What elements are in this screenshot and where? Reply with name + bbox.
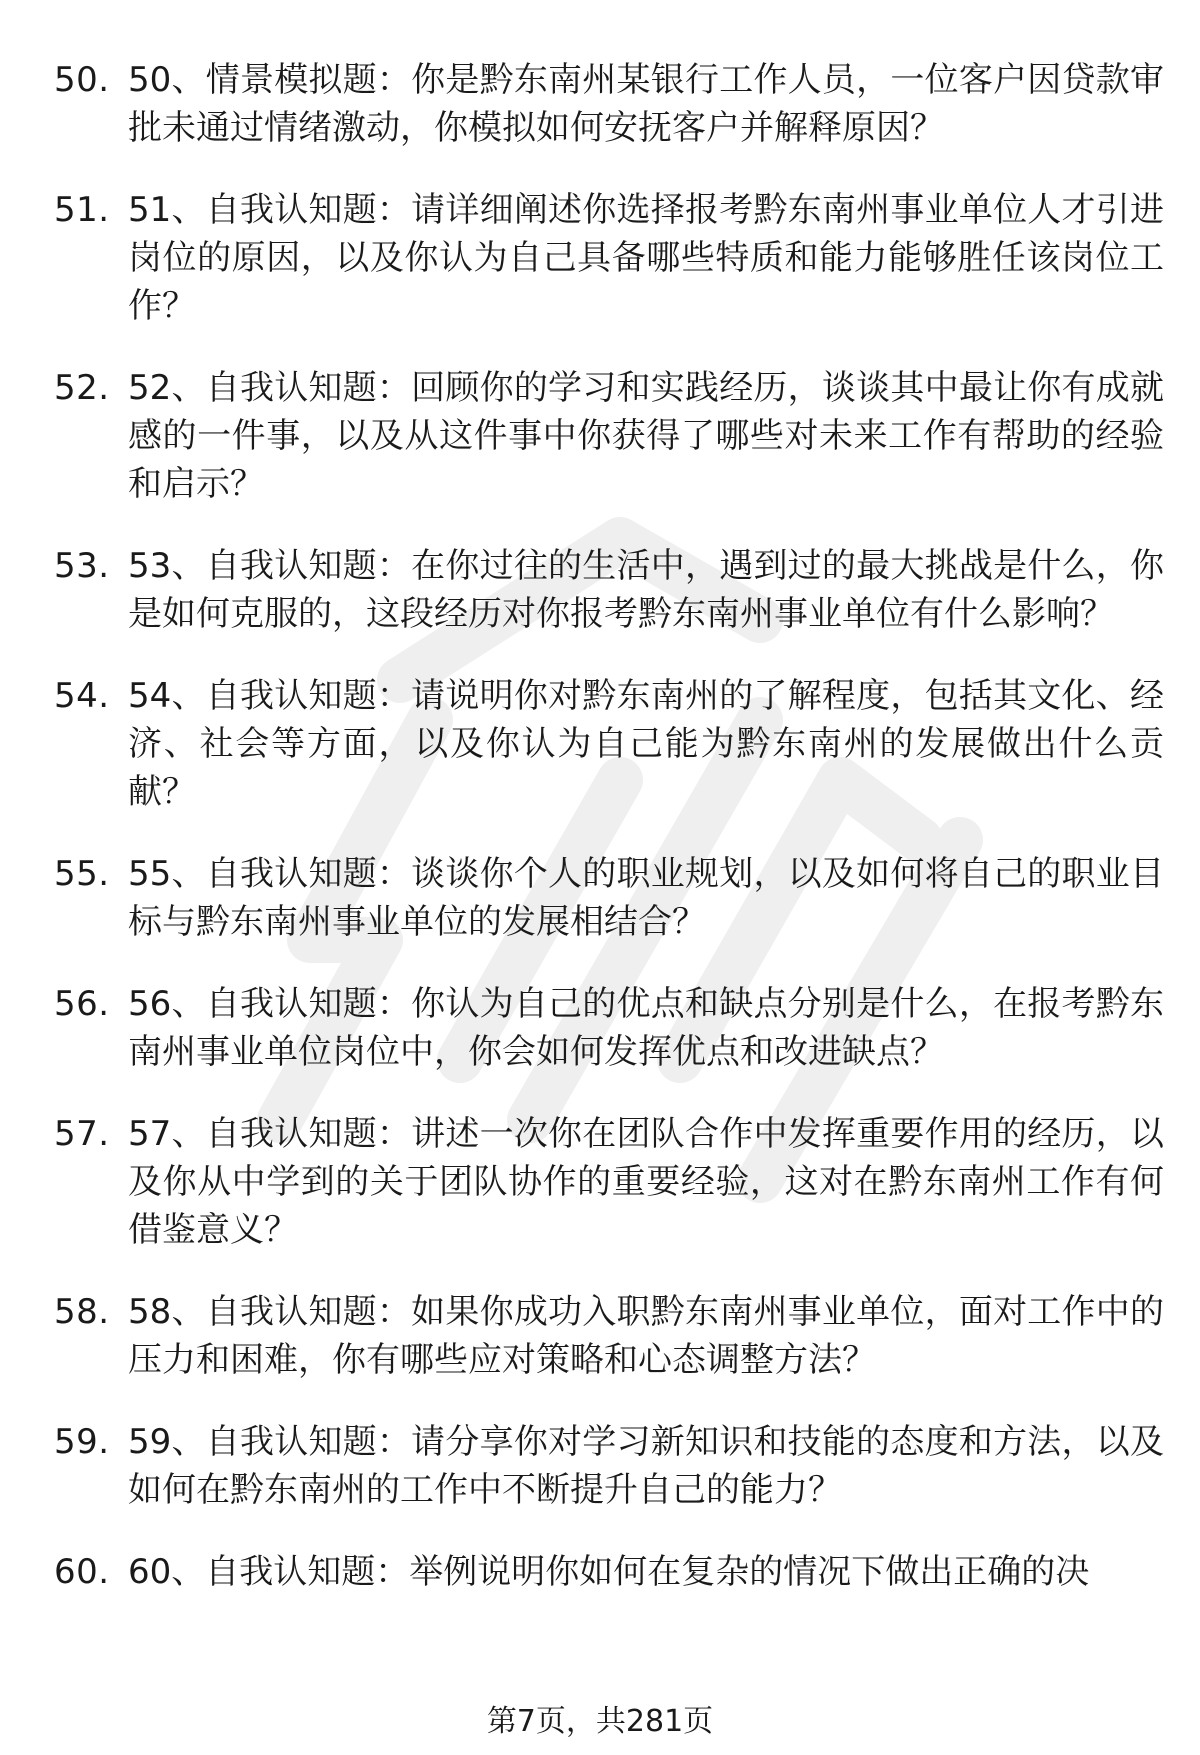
- question-item: [54, 1418, 1164, 1514]
- question-number: 52.: [54, 368, 110, 408]
- question-number: 54.: [54, 676, 110, 716]
- question-text: 55、自我认知题：谈谈你个人的职业规划，以及如何将自己的职业目标与黔东南州事业单位的发展相结合？: [128, 854, 1164, 942]
- question-item: [54, 56, 1164, 152]
- question-number: 55.: [54, 854, 110, 894]
- question-item: [54, 850, 1164, 946]
- question-text: 60、自我认知题：举例说明你如何在复杂的情况下做出正确的决: [128, 1552, 1090, 1592]
- question-text: 50、情景模拟题：你是黔东南州某银行工作人员，一位客户因贷款审批未通过情绪激动，你模拟如何安抚客户并解释原因？: [128, 60, 1164, 148]
- question-number: 53.: [54, 546, 110, 586]
- question-number: 51.: [54, 190, 110, 230]
- question-number: 58.: [54, 1292, 110, 1332]
- question-text: 51、自我认知题：请详细阐述你选择报考黔东南州事业单位人才引进岗位的原因，以及你认为自己具备哪些特质和能力能够胜任该岗位工作？: [128, 190, 1164, 326]
- question-number: 59.: [54, 1422, 110, 1462]
- question-item: [54, 542, 1164, 638]
- question-item: [54, 364, 1164, 508]
- question-number: 56.: [54, 984, 110, 1024]
- question-number: 50.: [54, 60, 110, 100]
- question-item: [54, 672, 1164, 816]
- page-number-footer: 第7页，共281页: [486, 1704, 714, 1739]
- question-text: 56、自我认知题：你认为自己的优点和缺点分别是什么，在报考黔东南州事业单位岗位中，你会如何发挥优点和改进缺点？: [128, 984, 1164, 1072]
- question-item: [54, 980, 1164, 1076]
- question-text: 52、自我认知题：回顾你的学习和实践经历，谈谈其中最让你有成就感的一件事，以及从这件事中你获得了哪些对未来工作有帮助的经验和启示？: [128, 368, 1164, 504]
- question-text: 58、自我认知题：如果你成功入职黔东南州事业单位，面对工作中的压力和困难，你有哪些应对策略和心态调整方法？: [128, 1292, 1164, 1380]
- question-item: [54, 186, 1164, 330]
- question-item: [54, 1288, 1164, 1384]
- question-text: 54、自我认知题：请说明你对黔东南州的了解程度，包括其文化、经济、社会等方面，以及你认为自己能为黔东南州的发展做出什么贡献？: [128, 676, 1164, 812]
- question-item: [54, 1548, 1164, 1596]
- question-text: 59、自我认知题：请分享你对学习新知识和技能的态度和方法，以及如何在黔东南州的工作中不断提升自己的能力？: [128, 1422, 1164, 1510]
- question-number: 60.: [54, 1552, 110, 1592]
- question-text: 53、自我认知题：在你过往的生活中，遇到过的最大挑战是什么，你是如何克服的，这段经历对你报考黔东南州事业单位有什么影响？: [128, 546, 1164, 634]
- question-item: [54, 1110, 1164, 1254]
- question-number: 57.: [54, 1114, 110, 1154]
- question-list: [54, 56, 1164, 1596]
- question-text: 57、自我认知题：讲述一次你在团队合作中发挥重要作用的经历，以及你从中学到的关于团队协作的重要经验，这对在黔东南州工作有何借鉴意义？: [128, 1114, 1164, 1250]
